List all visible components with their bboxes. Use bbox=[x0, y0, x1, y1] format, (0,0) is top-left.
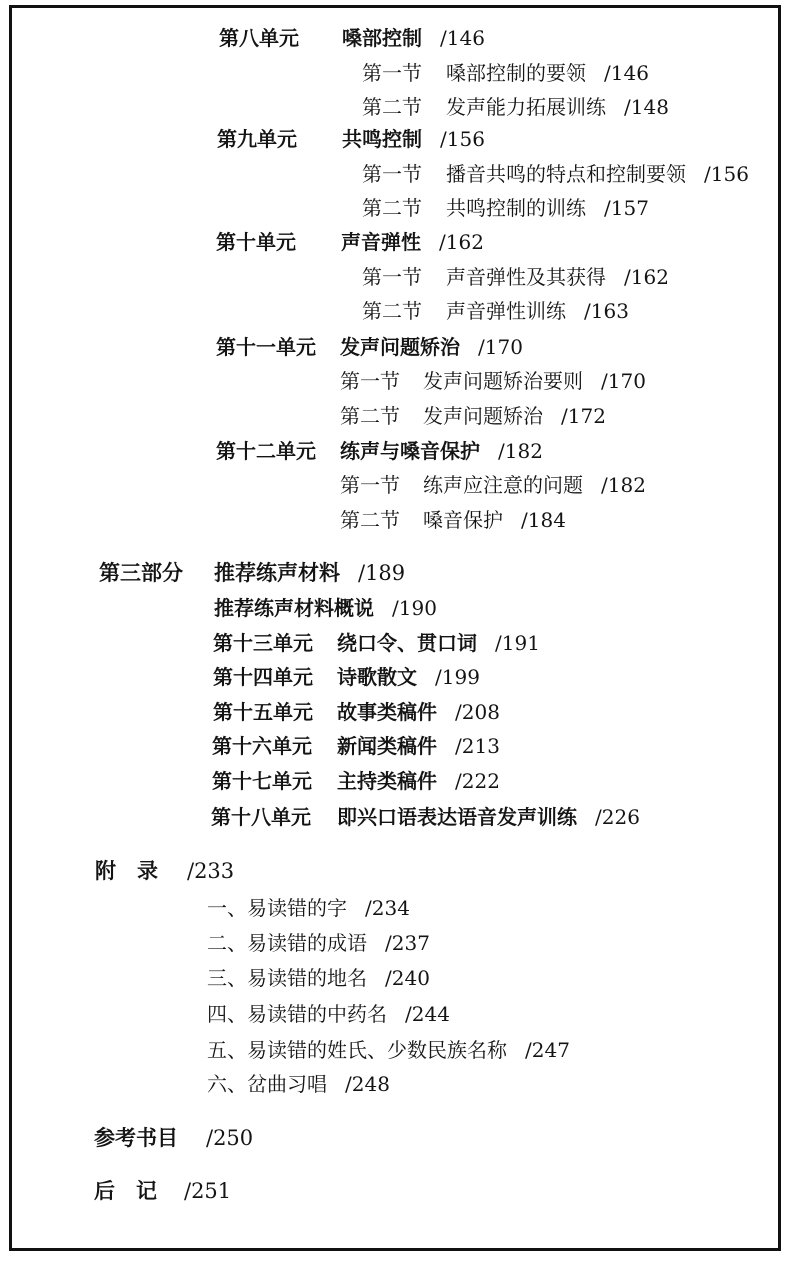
appendix-item-title: 四、易读错的中药名 bbox=[207, 1002, 387, 1026]
section-title: 发声问题矫治 bbox=[423, 404, 543, 428]
section-label: 第二节 bbox=[362, 299, 422, 323]
part-label: 第三部分 bbox=[99, 561, 183, 585]
page-number: /248 bbox=[345, 1072, 390, 1096]
unit-number: 第十二单元 bbox=[216, 439, 316, 463]
section-label: 第一节 bbox=[362, 265, 422, 289]
page-number: /156 bbox=[440, 127, 485, 151]
unit-number: 第十一单元 bbox=[216, 335, 316, 359]
toc-unit-entry[interactable] bbox=[213, 630, 540, 656]
page-number: /234 bbox=[365, 896, 410, 920]
toc-section-entry[interactable] bbox=[362, 195, 649, 221]
toc-appendix-item[interactable] bbox=[207, 965, 430, 991]
toc-unit-entry[interactable] bbox=[216, 438, 543, 464]
unit-number: 第十三单元 bbox=[213, 631, 313, 655]
toc-section-entry[interactable] bbox=[340, 472, 646, 498]
toc-unit-entry[interactable] bbox=[217, 126, 485, 152]
section-label: 第二节 bbox=[340, 404, 400, 428]
section-title: 练声应注意的问题 bbox=[423, 473, 583, 497]
toc-appendix-item[interactable] bbox=[207, 895, 410, 921]
page-number: /222 bbox=[455, 769, 500, 793]
references-label: 参考书目 bbox=[94, 1126, 178, 1150]
unit-title: 嗓部控制 bbox=[342, 26, 422, 50]
toc-unit-entry[interactable] bbox=[216, 229, 484, 255]
unit-title: 故事类稿件 bbox=[337, 700, 437, 724]
appendix-item-title: 五、易读错的姓氏、少数民族名称 bbox=[207, 1038, 507, 1062]
unit-title: 声音弹性 bbox=[341, 230, 421, 254]
toc-references-entry[interactable] bbox=[94, 1125, 253, 1151]
page-number: /162 bbox=[624, 265, 669, 289]
page-number: /189 bbox=[358, 561, 406, 585]
toc-appendix-item[interactable] bbox=[207, 1071, 390, 1097]
unit-title: 新闻类稿件 bbox=[337, 734, 437, 758]
toc-appendix-entry[interactable] bbox=[95, 858, 234, 884]
page-number: /172 bbox=[561, 404, 606, 428]
appendix-item-title: 二、易读错的成语 bbox=[207, 931, 367, 955]
page-number: /184 bbox=[521, 508, 566, 532]
toc-unit-entry[interactable] bbox=[219, 25, 485, 51]
unit-title: 即兴口语表达语音发声训练 bbox=[337, 805, 577, 829]
toc-section-entry[interactable] bbox=[362, 161, 749, 187]
toc-section-entry[interactable] bbox=[362, 60, 649, 86]
page-number: /240 bbox=[385, 966, 430, 990]
page-number: /244 bbox=[405, 1002, 450, 1026]
page-number: /163 bbox=[584, 299, 629, 323]
toc-unit-entry[interactable] bbox=[211, 804, 640, 830]
page-number: /182 bbox=[601, 473, 646, 497]
page-number: /251 bbox=[184, 1179, 232, 1203]
section-label: 第二节 bbox=[340, 508, 400, 532]
unit-title: 练声与嗓音保护 bbox=[340, 439, 480, 463]
page-number: /182 bbox=[498, 439, 543, 463]
toc-section-entry[interactable] bbox=[340, 368, 646, 394]
page-number: /213 bbox=[455, 734, 500, 758]
unit-title: 发声问题矫治 bbox=[340, 335, 460, 359]
page-number: /190 bbox=[392, 596, 437, 620]
page-number: /170 bbox=[478, 335, 523, 359]
page-number: /146 bbox=[604, 61, 649, 85]
appendix-label: 附 录 bbox=[95, 859, 158, 883]
unit-number: 第十单元 bbox=[216, 230, 296, 254]
section-label: 第一节 bbox=[340, 473, 400, 497]
toc-section-entry[interactable] bbox=[362, 264, 669, 290]
unit-title: 共鸣控制 bbox=[342, 127, 422, 151]
overview-title: 推荐练声材料概说 bbox=[214, 596, 374, 620]
toc-section-entry[interactable] bbox=[340, 507, 566, 533]
unit-number: 第十四单元 bbox=[213, 665, 313, 689]
page-frame bbox=[9, 5, 781, 1251]
unit-number: 第十五单元 bbox=[213, 700, 313, 724]
toc-section-entry[interactable] bbox=[340, 403, 606, 429]
appendix-item-title: 六、岔曲习唱 bbox=[207, 1072, 327, 1096]
afterword-label: 后 记 bbox=[94, 1179, 157, 1203]
section-title: 声音弹性训练 bbox=[446, 299, 566, 323]
section-label: 第一节 bbox=[340, 369, 400, 393]
page-number: /247 bbox=[525, 1038, 570, 1062]
page-number: /250 bbox=[206, 1126, 254, 1150]
toc-part-entry[interactable] bbox=[99, 560, 405, 586]
unit-number: 第九单元 bbox=[217, 127, 297, 151]
page-number: /156 bbox=[704, 162, 749, 186]
page-number: /233 bbox=[187, 859, 235, 883]
toc-appendix-item[interactable] bbox=[207, 930, 430, 956]
page-number: /146 bbox=[440, 26, 485, 50]
section-title: 声音弹性及其获得 bbox=[446, 265, 606, 289]
page-number: /226 bbox=[595, 805, 640, 829]
toc-section-entry[interactable] bbox=[362, 298, 629, 324]
unit-title: 主持类稿件 bbox=[337, 769, 437, 793]
page-number: /191 bbox=[495, 631, 540, 655]
toc-overview-entry[interactable] bbox=[214, 595, 437, 621]
page-number: /162 bbox=[439, 230, 484, 254]
section-label: 第二节 bbox=[362, 95, 422, 119]
section-title: 共鸣控制的训练 bbox=[446, 196, 586, 220]
toc-unit-entry[interactable] bbox=[213, 664, 480, 690]
toc-unit-entry[interactable] bbox=[213, 699, 500, 725]
toc-afterword-entry[interactable] bbox=[94, 1178, 231, 1204]
toc-unit-entry[interactable] bbox=[216, 334, 523, 360]
unit-number: 第十七单元 bbox=[212, 769, 312, 793]
section-label: 第二节 bbox=[362, 196, 422, 220]
toc-appendix-item[interactable] bbox=[207, 1037, 570, 1063]
section-label: 第一节 bbox=[362, 61, 422, 85]
section-title: 嗓音保护 bbox=[423, 508, 503, 532]
unit-title: 绕口令、贯口词 bbox=[337, 631, 477, 655]
toc-unit-entry[interactable] bbox=[212, 733, 500, 759]
section-title: 播音共鸣的特点和控制要领 bbox=[446, 162, 686, 186]
page-number: /199 bbox=[435, 665, 480, 689]
unit-number: 第十八单元 bbox=[211, 805, 311, 829]
section-title: 嗓部控制的要领 bbox=[446, 61, 586, 85]
unit-number: 第八单元 bbox=[219, 26, 299, 50]
page-number: /170 bbox=[601, 369, 646, 393]
section-title: 发声能力拓展训练 bbox=[446, 95, 606, 119]
section-label: 第一节 bbox=[362, 162, 422, 186]
section-title: 发声问题矫治要则 bbox=[423, 369, 583, 393]
page-number: /157 bbox=[604, 196, 649, 220]
page-number: /208 bbox=[455, 700, 500, 724]
toc-appendix-item[interactable] bbox=[207, 1001, 450, 1027]
unit-title: 诗歌散文 bbox=[337, 665, 417, 689]
toc-unit-entry[interactable] bbox=[212, 768, 500, 794]
appendix-item-title: 三、易读错的地名 bbox=[207, 966, 367, 990]
page-number: /148 bbox=[624, 95, 669, 119]
unit-number: 第十六单元 bbox=[212, 734, 312, 758]
part-title: 推荐练声材料 bbox=[214, 561, 340, 585]
page-number: /237 bbox=[385, 931, 430, 955]
appendix-item-title: 一、易读错的字 bbox=[207, 896, 347, 920]
toc-section-entry[interactable] bbox=[362, 94, 669, 120]
